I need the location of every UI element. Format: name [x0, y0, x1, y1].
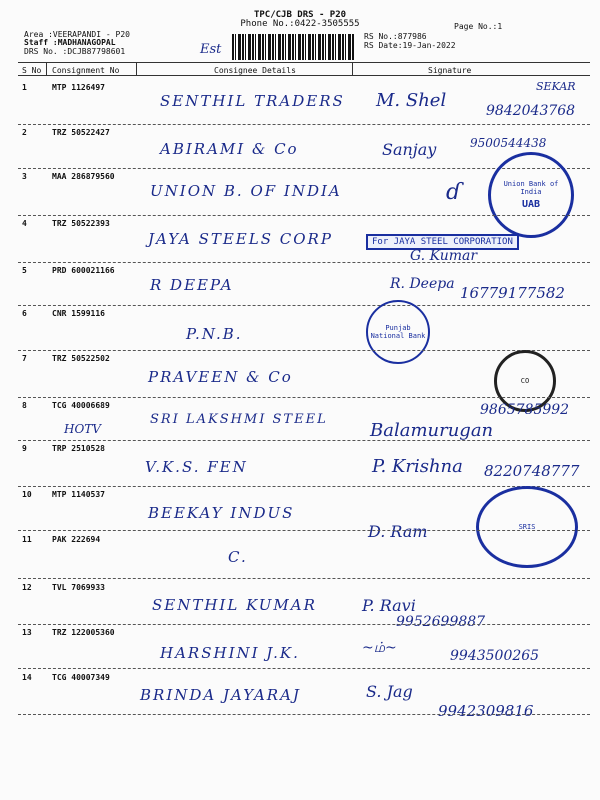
row-signature: P. Ravi: [362, 596, 416, 615]
row-consignee: BEEKAY INDUS: [148, 504, 295, 522]
row-consignment: TRZ 50522427: [52, 128, 110, 137]
staff-label: Staff :MADHANAGOPAL: [24, 38, 116, 47]
row-divider: [18, 486, 590, 487]
row-consignment: TVL 7069933: [52, 583, 105, 592]
col-divider: [46, 62, 47, 75]
row-consignment: MAA 286879560: [52, 172, 115, 181]
row-consignment: TRP 2510528: [52, 444, 105, 453]
row-divider: [18, 350, 590, 351]
row-extra: SEKAR: [536, 80, 576, 93]
union-bank-stamp: [488, 152, 574, 238]
row-divider: [18, 578, 590, 579]
row-consignment: MTP 1140537: [52, 490, 105, 499]
pnb-stamp: Punjab National Bank: [366, 300, 430, 364]
row-sno: 1: [22, 83, 27, 92]
row-consignment: TCG 40006689: [52, 401, 110, 410]
row-consignment: CNR 1599116: [52, 309, 105, 318]
row-phone: 16779177582: [460, 284, 565, 302]
row-divider: [18, 397, 590, 398]
row-consignee: P.N.B.: [186, 325, 243, 343]
header-rule-bottom: [18, 75, 590, 76]
row7-stamp: CO: [494, 350, 556, 412]
row-signature: M. Shel: [376, 90, 447, 111]
row-divider: [18, 668, 590, 669]
row-phone: 9952699887: [396, 614, 486, 630]
row-divider: [18, 624, 590, 625]
row-consignment: TRZ 122005360: [52, 628, 115, 637]
row-signature: R. Deepa: [390, 276, 455, 292]
row-phone: 9842043768: [486, 103, 576, 119]
stamp-text: Union Bank of India: [503, 180, 559, 196]
row-sno: 6: [22, 309, 27, 318]
col-divider: [352, 62, 353, 75]
row-phone: 9942309816: [438, 702, 534, 720]
row-sno: 10: [22, 490, 32, 499]
col-header-consignment: Consignment No: [52, 66, 120, 75]
row-consignee: SENTHIL TRADERS: [160, 92, 345, 110]
col-header-signature: Signature: [428, 66, 472, 75]
row-sno: 12: [22, 583, 32, 592]
row-sno: 9: [22, 444, 27, 453]
row-consignee: SRI LAKSHMI STEEL: [150, 412, 328, 427]
row-consignment: TRZ 50522502: [52, 354, 110, 363]
rs-number: RS No.:877986: [364, 32, 427, 41]
page-number: Page No.:1: [454, 22, 503, 31]
row-phone: 9500544438: [470, 136, 547, 150]
row-consignee: ABIRAMI & Co: [160, 140, 299, 158]
row-signature: G. Kumar: [410, 248, 478, 264]
drs-number: DRS No. :DCJB87798601: [24, 47, 126, 56]
col-divider: [136, 62, 137, 75]
row-sno: 14: [22, 673, 32, 682]
row-consignment: TRZ 50522393: [52, 219, 110, 228]
barcode-scribble: Est: [200, 42, 222, 57]
row-divider: [18, 124, 590, 125]
row-signature: Sanjay: [382, 140, 437, 159]
row-sno: 8: [22, 401, 27, 410]
row-signature: P. Krishna: [372, 456, 463, 477]
barcode: [232, 34, 354, 60]
phone-number: Phone No.:0422-3505555: [240, 19, 360, 29]
row-consignment: PAK 222694: [52, 535, 101, 544]
row-sno: 13: [22, 628, 32, 637]
row-note: HOTV: [64, 422, 101, 436]
row-sno: 2: [22, 128, 27, 137]
row-phone: 9943500265: [450, 648, 540, 664]
row-consignment: PRD 600021166: [52, 266, 115, 275]
row-consignee: BRINDA JAYARAJ: [140, 686, 301, 704]
rs-date: RS Date:19-Jan-2022: [364, 41, 456, 50]
row-consignment: TCG 40007349: [52, 673, 110, 682]
row-consignee: PRAVEEN & Co: [148, 368, 293, 386]
row-divider: [18, 305, 590, 306]
signature-scribble: ~ம்~: [362, 640, 397, 656]
row-consignee: V.K.S. FEN: [145, 458, 248, 476]
stamp-code: UAB: [521, 199, 541, 210]
row-signature: S. Jag: [366, 682, 413, 701]
row-sno: 3: [22, 172, 27, 181]
row-divider: [18, 714, 590, 715]
signature-mark: ɗ: [446, 180, 462, 205]
row-sno: 7: [22, 354, 27, 363]
row-sno: 5: [22, 266, 27, 275]
col-header-sno: S No: [22, 66, 42, 75]
row10-stamp: SRIS: [476, 486, 578, 568]
row-consignee: JAYA STEELS CORP: [148, 230, 333, 248]
row-consignee: R DEEPA: [150, 276, 234, 294]
row-signature: Balamurugan: [370, 420, 494, 441]
row-divider: [18, 530, 590, 531]
company-stamp: For JAYA STEEL CORPORATION: [366, 234, 519, 250]
row-consignment: MTP 1126497: [52, 83, 105, 92]
row-consignee: C.: [228, 548, 248, 566]
row-divider: [18, 262, 590, 263]
col-header-consignee: Consignee Details: [214, 66, 296, 75]
row-phone: 9865785992: [480, 402, 570, 418]
row-consignee: SENTHIL KUMAR: [152, 596, 317, 614]
row-phone: 8220748777: [484, 462, 580, 480]
header-rule-top: [18, 62, 590, 63]
row-divider: [18, 215, 590, 216]
row-consignee: HARSHINI J.K.: [160, 644, 300, 662]
sheet-title: TPC/CJB DRS - P20: [253, 10, 347, 20]
area-label: Area :VEERAPANDI - P20: [24, 30, 130, 39]
row-sno: 4: [22, 219, 27, 228]
row-consignee: UNION B. OF INDIA: [150, 182, 342, 200]
row-divider: [18, 440, 590, 441]
row-signature: D. Ram: [368, 522, 428, 541]
row-sno: 11: [22, 535, 32, 544]
